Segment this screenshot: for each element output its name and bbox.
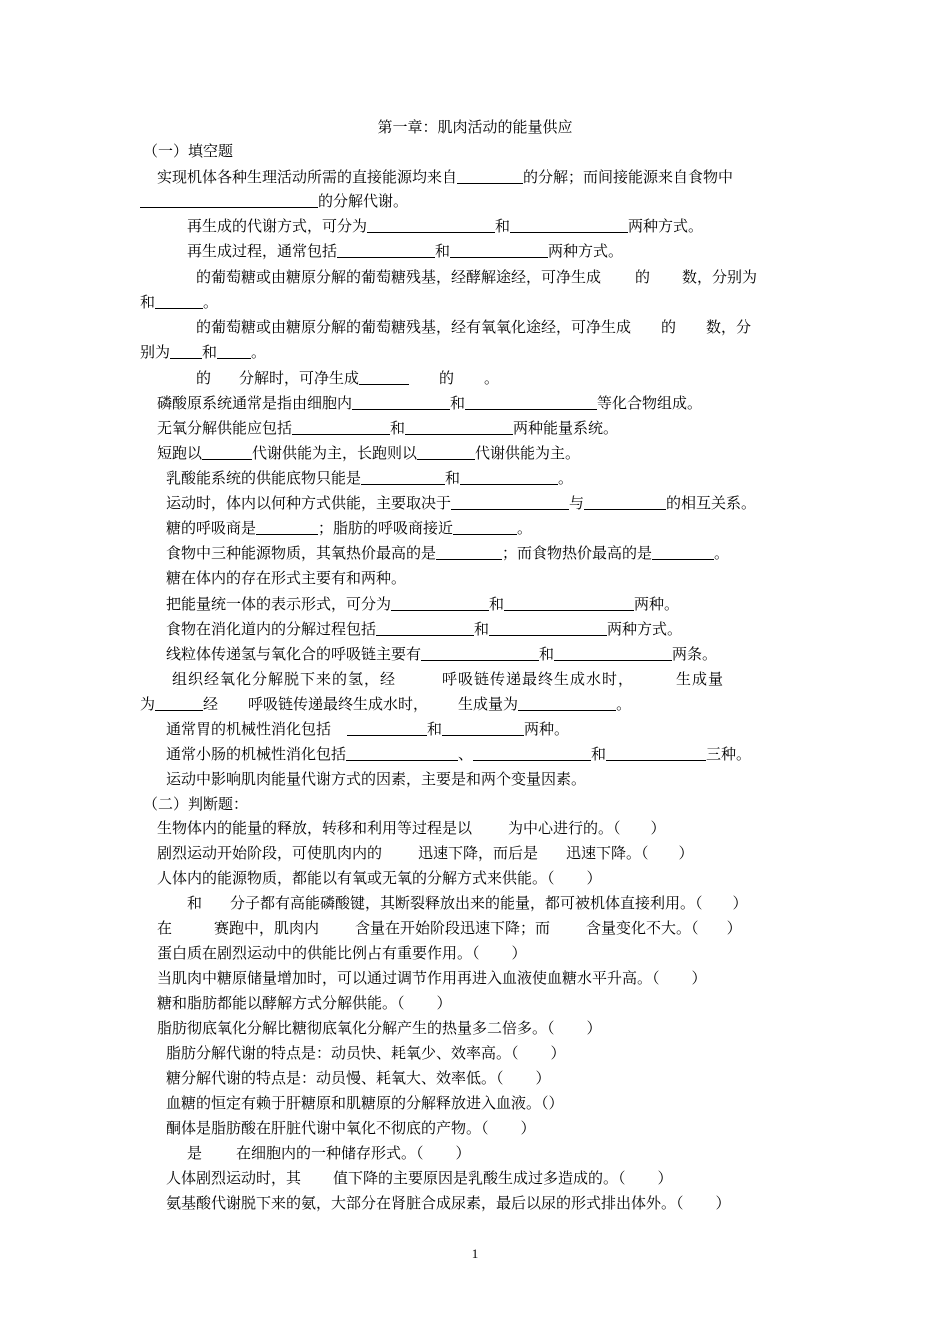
fill-question-16: 食物在消化道内的分解过程包括 和 两种方式。 <box>166 620 683 638</box>
answer-blank[interactable] <box>465 394 597 410</box>
judge-question-10: 脂肪分解代谢的特点是：动员快、耗氧少、效率高。（ ） <box>166 1044 566 1062</box>
judge-question-13: 酮体是脂肪酸在肝脏代谢中氧化不彻底的产物。（ ） <box>166 1119 536 1137</box>
answer-blank[interactable] <box>202 444 252 460</box>
answer-blank[interactable] <box>504 595 634 611</box>
answer-blank[interactable] <box>292 419 390 435</box>
judge-question-15: 人体剧烈运动时，其 值下降的主要原因是乳酸生成过多造成的。（ ） <box>166 1169 673 1187</box>
answer-blank[interactable] <box>347 720 427 736</box>
fill-question-2: 再生成的代谢方式，可分为 和 两种方式。 <box>187 217 704 235</box>
answer-blank[interactable] <box>352 394 450 410</box>
answer-blank[interactable] <box>170 343 202 359</box>
answer-blank[interactable] <box>417 444 475 460</box>
answer-blank[interactable] <box>489 620 607 636</box>
answer-blank[interactable] <box>453 519 517 535</box>
fill-question-8: 无氧分解供能应包括 和 两种能量系统。 <box>157 419 619 437</box>
answer-blank[interactable] <box>450 242 548 258</box>
judge-question-2: 剧烈运动开始阶段，可使肌肉内的 迅速下降，而后是 迅速下降。（ ） <box>157 844 694 862</box>
fill-question-15: 把能量统一体的表示形式，可分为 和 两种。 <box>166 595 680 613</box>
answer-blank[interactable] <box>405 419 513 435</box>
answer-blank[interactable] <box>421 645 539 661</box>
fill-question-9: 短跑以 代谢供能为主，长跑则以 代谢供能为主。 <box>157 444 581 462</box>
answer-blank[interactable] <box>359 369 409 385</box>
section-heading-true-false: （二）判断题： <box>143 795 249 813</box>
fill-question-14: 糖在体内的存在形式主要有和两种。 <box>166 569 407 587</box>
fill-question-5-cont: 别为 和 。 <box>140 343 267 361</box>
answer-blank[interactable] <box>376 620 474 636</box>
judge-question-6: 蛋白质在剧烈运动中的供能比例占有重要作用。（ ） <box>157 944 527 962</box>
fill-question-3: 再生成过程，通常包括 和 两种方式。 <box>187 242 624 260</box>
judge-question-14: 是 在细胞内的一种储存形式。（ ） <box>187 1144 471 1162</box>
answer-blank[interactable] <box>155 293 203 309</box>
answer-blank[interactable] <box>510 217 628 233</box>
answer-blank[interactable] <box>652 544 714 560</box>
page-title: 第一章：肌肉活动的能量供应 <box>377 118 573 136</box>
judge-question-9: 脂肪彻底氧化分解比糖彻底氧化分解产生的热量多二倍多。（ ） <box>157 1019 602 1037</box>
fill-question-1-cont: 的分解代谢。 <box>140 191 408 211</box>
judge-question-5: 在 赛跑中，肌肉内 含量在开始阶段迅速下降；而 含量变化不大。（ ） <box>157 919 742 937</box>
answer-blank[interactable] <box>436 544 502 560</box>
judge-question-3: 人体内的能源物质，都能以有氧或无氧的分解方式来供能。（ ） <box>157 869 602 887</box>
answer-blank[interactable] <box>155 695 203 711</box>
answer-blank[interactable] <box>140 192 318 208</box>
answer-blank[interactable] <box>442 720 524 736</box>
answer-blank[interactable] <box>451 494 569 510</box>
fill-question-6: 的 分解时，可净生成 的 。 <box>196 369 500 387</box>
fill-question-13: 食物中三种能源物质，其氧热价最高的是 ；而食物热价最高的是 。 <box>166 544 730 562</box>
fill-question-12: 糖的呼吸商是 ；脂肪的呼吸商接近 。 <box>166 519 533 537</box>
judge-question-4: 和 分子都有高能磷酸键，其断裂释放出来的能量，都可被机体直接利用。（ ） <box>187 894 748 912</box>
section-heading-fill-in: （一）填空题 <box>143 142 234 160</box>
answer-blank[interactable] <box>518 695 616 711</box>
fill-question-7: 磷酸原系统通常是指由细胞内 和 等化合物组成。 <box>157 394 703 412</box>
answer-blank[interactable] <box>457 168 523 184</box>
fill-question-19: 通常胃的机械性消化包括 和 两种。 <box>166 720 570 738</box>
answer-blank[interactable] <box>391 595 489 611</box>
answer-blank[interactable] <box>337 242 435 258</box>
judge-question-7: 当肌肉中糖原储量增加时，可以通过调节作用再进入血液使血糖水平升高。（ ） <box>157 969 707 987</box>
answer-blank[interactable] <box>554 645 672 661</box>
fill-question-5: 的葡萄糖或由糖原分解的葡萄糖残基，经有氧氧化途经，可净生成 的 数，分 <box>196 318 752 336</box>
judge-question-8: 糖和脂肪都能以酵解方式分解供能。（ ） <box>157 994 452 1012</box>
fill-question-10: 乳酸能系统的供能底物只能是 和 。 <box>166 469 574 487</box>
answer-blank[interactable] <box>346 745 458 761</box>
answer-blank[interactable] <box>367 217 495 233</box>
answer-blank[interactable] <box>256 519 318 535</box>
judge-question-1: 生物体内的能量的释放，转移和利用等过程是以 为中心进行的。（ ） <box>157 819 666 837</box>
fill-question-20: 通常小肠的机械性消化包括 、 和 三种。 <box>166 745 752 763</box>
answer-blank[interactable] <box>460 469 558 485</box>
answer-blank[interactable] <box>361 469 445 485</box>
judge-question-11: 糖分解代谢的特点是：动员慢、耗氧大、效率低。（ ） <box>166 1069 551 1087</box>
answer-blank[interactable] <box>217 343 251 359</box>
answer-blank[interactable] <box>473 745 591 761</box>
fill-question-18-cont: 为 经 呼吸链传递最终生成水时， 生成量为 。 <box>140 695 632 713</box>
fill-question-17: 线粒体传递氢与氧化合的呼吸链主要有 和 两条。 <box>166 645 718 663</box>
answer-blank[interactable] <box>606 745 706 761</box>
fill-question-18: 组织经氧化分解脱下来的氢，经 呼吸链传递最终生成水时， 生成量 <box>172 670 725 688</box>
judge-question-16: 氨基酸代谢脱下来的氨，大部分在肾脏合成尿素，最后以尿的形式排出体外。（ ） <box>166 1194 731 1212</box>
fill-question-4-cont: 和 。 <box>140 293 219 311</box>
page-number: 1 <box>471 1246 479 1261</box>
fill-question-21: 运动中影响肌肉能量代谢方式的因素，主要是和两个变量因素。 <box>166 770 587 788</box>
answer-blank[interactable] <box>584 494 666 510</box>
fill-question-11: 运动时，体内以何种方式供能，主要取决于 与 的相互关系。 <box>166 494 757 512</box>
fill-question-1: 实现机体各种生理活动所需的直接能源均来自 的分解；而间接能源来自食物中 <box>157 168 734 186</box>
fill-question-4: 的葡萄糖或由糖原分解的葡萄糖残基，经酵解途经，可净生成 的 数，分别为 <box>196 268 758 286</box>
judge-question-12: 血糖的恒定有赖于肝糖原和肌糖原的分解释放进入血液。（） <box>166 1094 564 1112</box>
